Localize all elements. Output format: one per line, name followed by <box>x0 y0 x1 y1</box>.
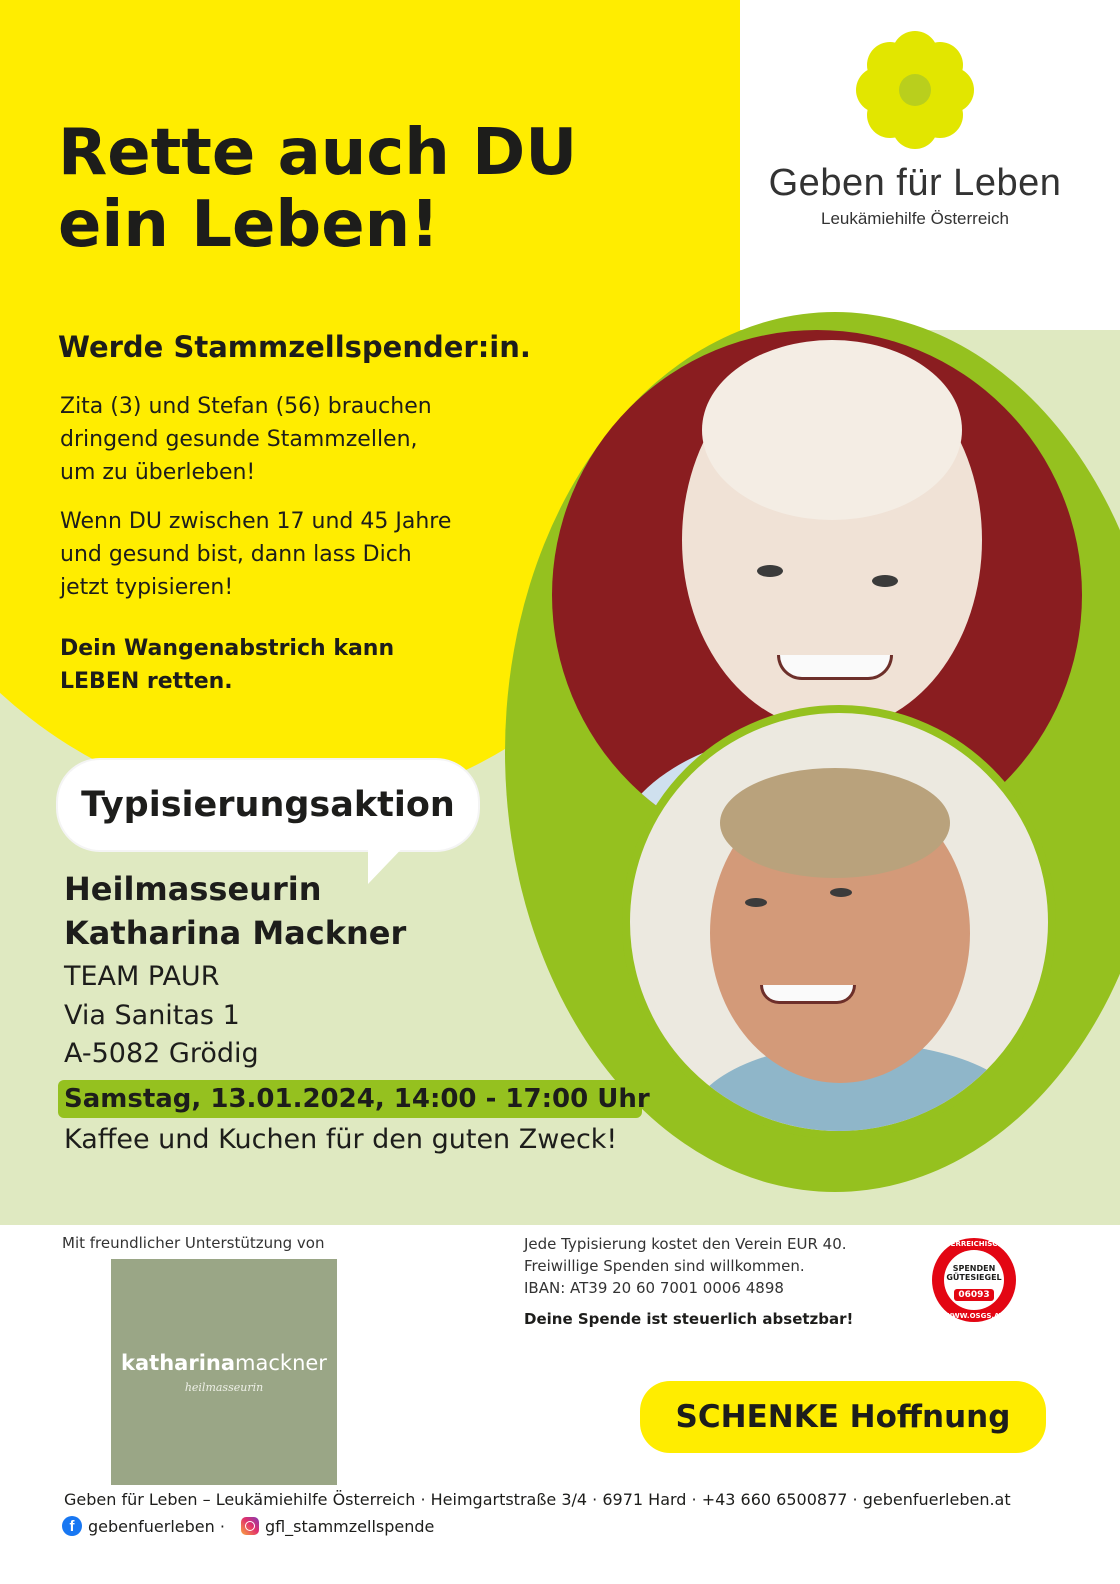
seal-bottom-text: WWW.OSGS.AT <box>944 1312 1004 1320</box>
event-city: A-5082 Grödig <box>64 1037 259 1069</box>
flower-icon <box>855 30 975 150</box>
donation-line-2: Freiwillige Spenden sind willkommen. <box>524 1256 805 1275</box>
donation-iban: IBAN: AT39 20 60 7001 0006 4898 <box>524 1278 784 1297</box>
support-label: Mit freundlicher Unterstützung von <box>62 1234 325 1252</box>
intro-paragraph-2 <box>60 505 530 604</box>
headline-line-1: Rette auch DU <box>58 116 578 190</box>
intro-paragraph-1 <box>60 390 530 489</box>
instagram-icon <box>241 1517 259 1535</box>
speech-bubble-text: Typisierungsaktion <box>81 785 455 825</box>
headline <box>58 118 577 261</box>
intro-p2-line-1: Wenn DU zwischen 17 und 45 Jahre <box>60 509 452 534</box>
sponsor-logo <box>111 1259 337 1485</box>
event-team: TEAM PAUR <box>64 961 220 993</box>
event-date: Samstag, 13.01.2024, 14:00 - 17:00 Uhr <box>64 1084 650 1114</box>
intro-p2-line-3: jetzt typisieren! <box>60 575 234 600</box>
intro-p2-line-2: und gesund bist, dann lass Dich <box>60 542 412 567</box>
event-host-line-1: Heilmasseurin <box>64 870 322 908</box>
sponsor-name <box>111 1351 337 1375</box>
event-street: Via Sanitas 1 <box>64 999 240 1031</box>
social-links <box>62 1516 434 1536</box>
seal-top-text: ÖSTERREICHISCHES <box>934 1240 1014 1248</box>
seal-text-2: GÜTESIEGEL <box>946 1273 1002 1283</box>
intro-p1-line-3: um zu überleben! <box>60 460 256 485</box>
intro-p3-line-2: LEBEN retten. <box>60 669 233 694</box>
intro-p3-line-1: Dein Wangenabstrich kann <box>60 636 395 661</box>
instagram-handle: gfl_stammzellspende <box>264 1516 435 1536</box>
event-host-line-2: Katharina Mackner <box>64 913 407 952</box>
seal-inner <box>944 1250 1004 1310</box>
sponsor-name-rest: mackner <box>235 1351 327 1375</box>
headline-line-2: ein Leben! <box>58 187 440 262</box>
event-note: Kaffee und Kuchen für den guten Zweck! <box>64 1124 618 1155</box>
seal-text-1: SPENDEN <box>952 1264 996 1273</box>
intro-p1-line-1: Zita (3) und Stefan (56) brauchen <box>60 394 432 419</box>
facebook-icon: f <box>62 1516 82 1536</box>
sponsor-name-bold: katharina <box>121 1351 236 1375</box>
cta-banner: SCHENKE Hoffnung <box>640 1381 1046 1453</box>
sponsor-subtitle: heilmasseurin <box>184 1381 264 1394</box>
intro-text <box>60 390 530 714</box>
facebook-handle: gebenfuerleben · <box>88 1516 225 1536</box>
logo <box>745 30 1085 229</box>
subheadline: Werde Stammzellspender:in. <box>58 330 531 364</box>
footer-address: Geben für Leben – Leukämiehilfe Österreich · Heimgartstraße 3/4 · 6971 Hard · +43 660 6500877 · gebenfuerleben.at <box>64 1490 1011 1509</box>
man-photo <box>622 705 1056 1139</box>
intro-p1-line-2: dringend gesunde Stammzellen, <box>60 427 418 452</box>
logo-name: Geben für Leben <box>768 162 1062 204</box>
donation-info <box>524 1234 924 1331</box>
logo-subtitle: Leukämiehilfe Österreich <box>820 209 1010 228</box>
donation-line-1: Jede Typisierung kostet den Verein EUR 40. <box>524 1235 847 1253</box>
intro-paragraph-3 <box>60 632 530 698</box>
seal-number: 06093 <box>954 1289 993 1301</box>
event-info <box>64 865 664 1073</box>
donation-seal-icon <box>932 1238 1016 1322</box>
donation-tax-note: Deine Spende ist steuerlich absetzbar! <box>524 1310 854 1329</box>
